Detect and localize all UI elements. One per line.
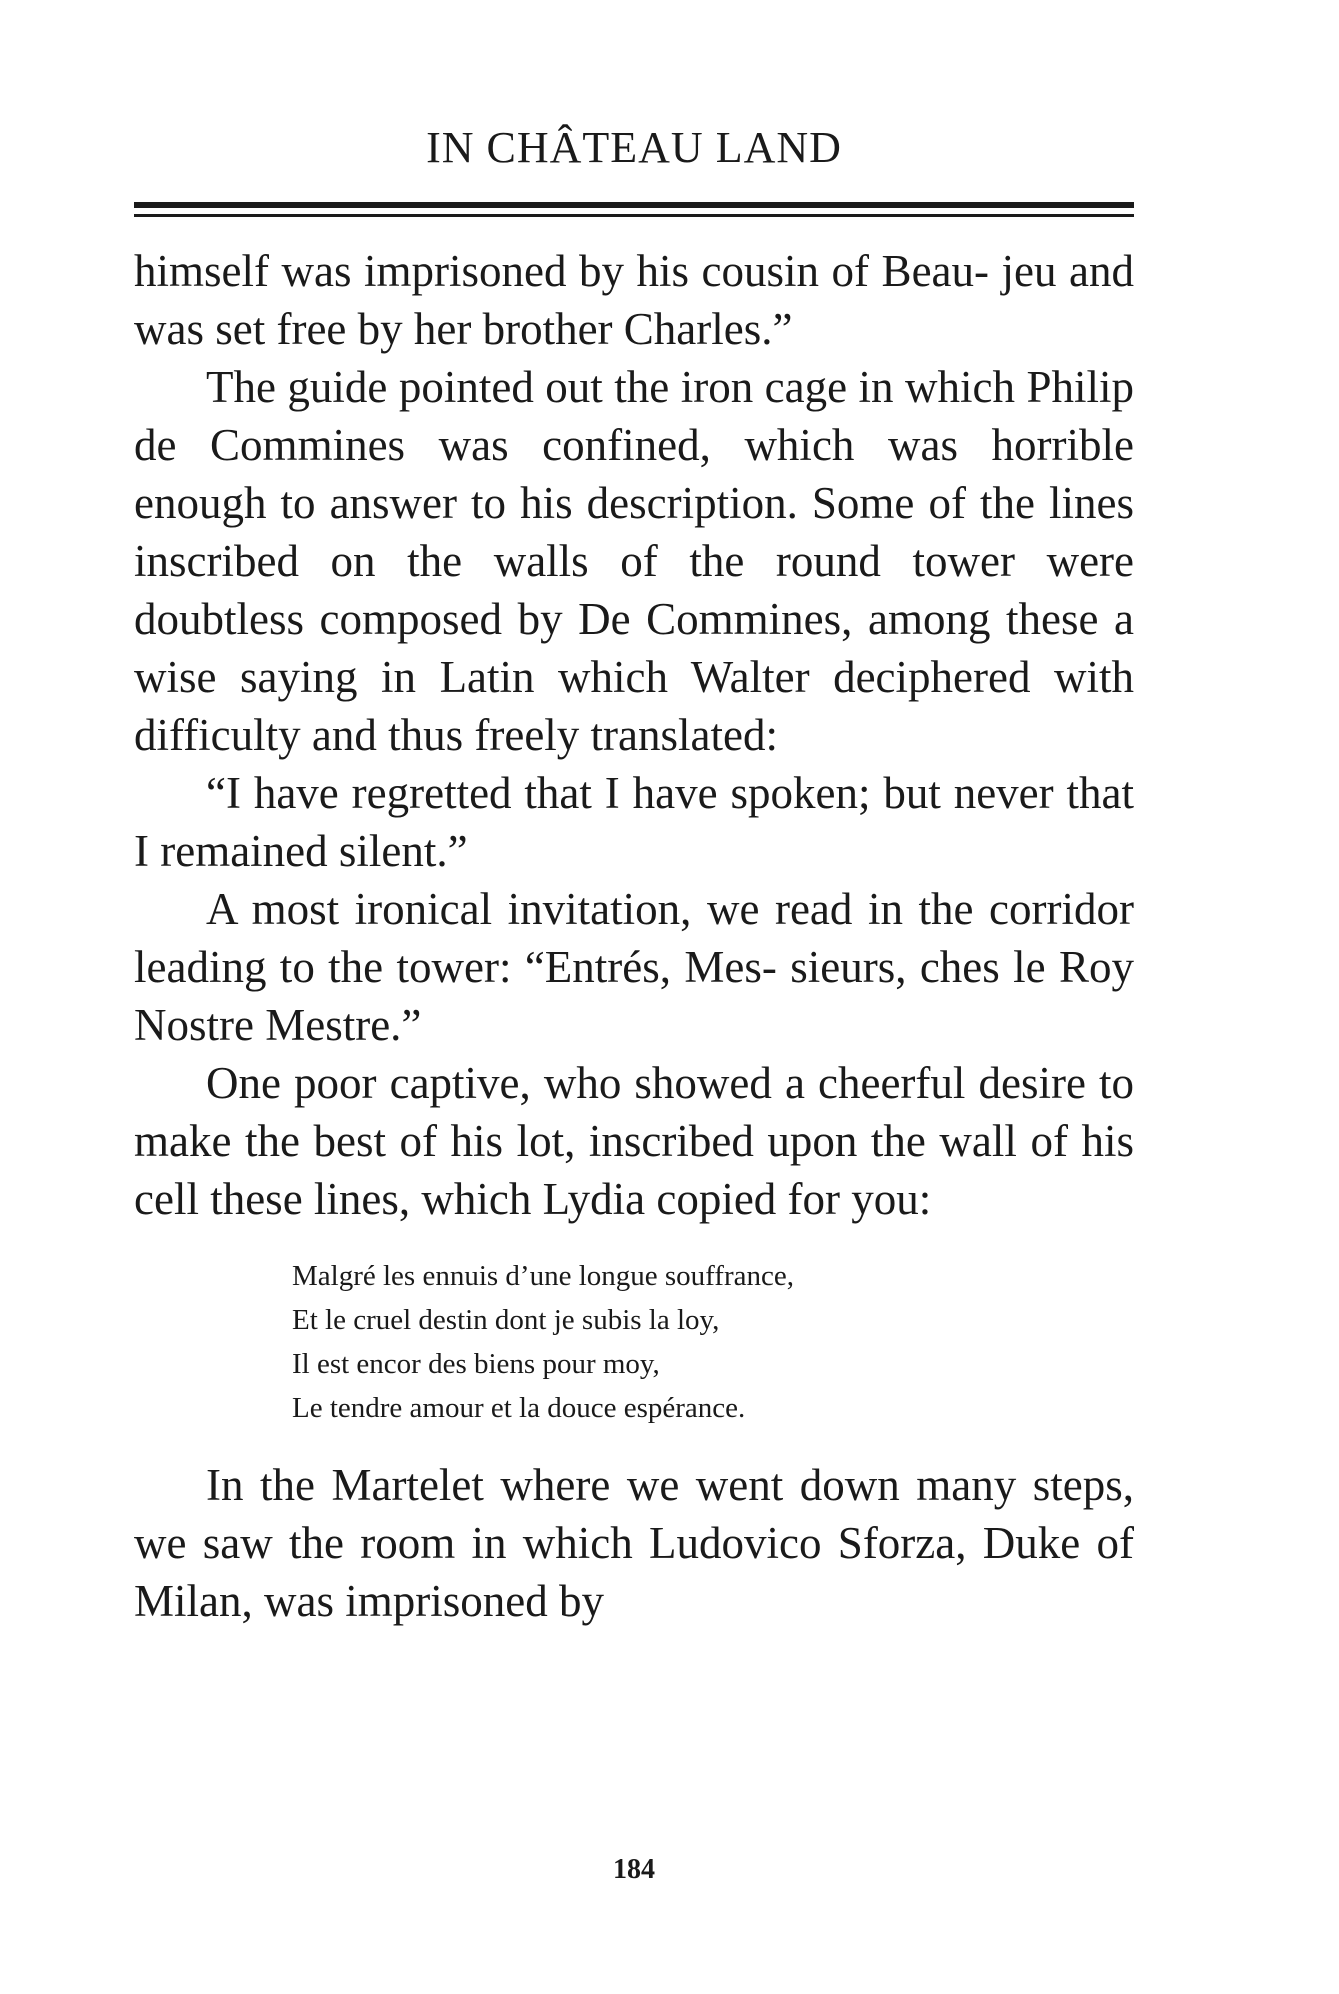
paragraph-martelet: In the Martelet where we went down many steps, we saw the room in which Ludovico Sforza, Duke of Milan, was imprisoned by <box>134 1460 1134 1626</box>
verse-line: Il est encor des biens pour moy, <box>292 1348 660 1380</box>
page-number: 184 <box>613 1854 655 1885</box>
running-head-title: IN CHÂTEAU LAND <box>426 123 842 172</box>
paragraph-iron-cage: The guide pointed out the iron cage in which Philip de Commines was confined, which was horrible enough to answer to his description. Some of the lines inscribed on the walls of the round tower were doubtless composed by De Commines, among these a wise saying in Latin which Walter deciphered with difficulty and thus freely translated: <box>134 362 1134 760</box>
header-rule-thin <box>134 214 1134 217</box>
verse-block <box>292 1254 1134 1430</box>
verse-line: Le tendre amour et la douce espérance. <box>292 1392 746 1424</box>
body-text <box>134 242 1134 1630</box>
verse-line: Malgré les ennuis d’une longue souffrance, <box>292 1260 794 1292</box>
paragraph-continued: himself was imprisoned by his cousin of Beau- jeu and was set free by her brother Charles.” <box>134 246 1134 354</box>
paragraph-latin-quote: “I have regretted that I have spoken; but never that I remained silent.” <box>134 768 1134 876</box>
verse-line: Et le cruel destin dont je subis la loy, <box>292 1304 720 1336</box>
paragraph-ironical-invitation: A most ironical invitation, we read in the corridor leading to the tower: “Entrés, Mes- sieurs, ches le Roy Nostre Mestre.” <box>134 884 1134 1050</box>
paragraph-poor-captive: One poor captive, who showed a cheerful desire to make the best of his lot, inscribed upon the wall of his cell these lines, which Lydia copied for you: <box>134 1058 1134 1224</box>
header-rule-thick <box>134 202 1134 208</box>
